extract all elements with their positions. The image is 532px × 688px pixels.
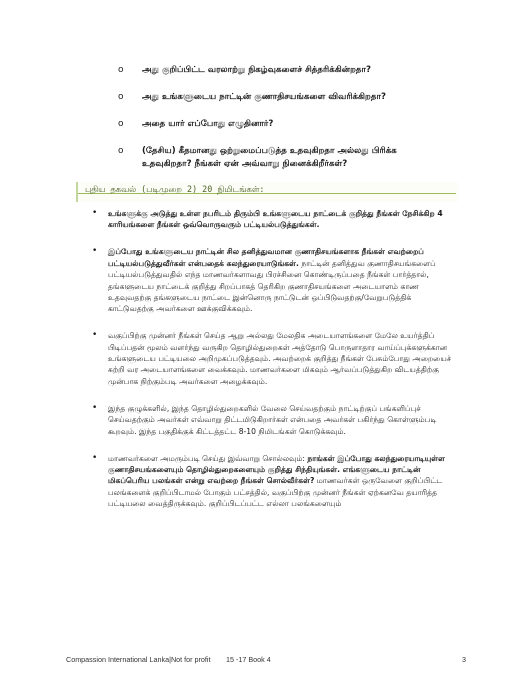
bullet-icon: • [92, 208, 98, 218]
bullet-icon: • [92, 330, 98, 341]
body-text: மாணவர்களை அமரும்படி செய்து இவ்வாறு சொல்லவும்: [108, 453, 308, 463]
question-text: (தேசிய) கீதமானது ஒற்றுமைப்படுத்த உதவுகிறதா அல்லது பிரிக்க உதவுகிறதா? நீங்கள் ஏன் அவ்வாறு நினைக்கிறீர்கள்? [142, 146, 397, 169]
question-list [118, 64, 448, 185]
body-text: இந்த குழுக்களில், இந்த தொழில்துறைகளில் வேலை செய்வதற்கும் நாட்டிற்குப் பங்களிப்புச் செய்வதற்கும் அவர்கள் எவ்வாறு திட்டமிடுகிறார்கள் என்பதை அவர்கள் பகிர்ந்து கொள்ளும்படி கூறவும். இந்த பகுதிக்குக் கிட்டத்தட்ட 8-10 நிமிடங்கள் கொடுக்கவும். [108, 403, 437, 436]
list-item [92, 403, 456, 437]
circle-bullet-icon: o [118, 92, 124, 102]
question-text: அது குறிப்பிட்ட வரலாற்று நிகழ்வுகளைச் சித்தரிக்கின்றதா? [142, 65, 371, 75]
question-item [118, 118, 448, 131]
bullet-icon: • [92, 452, 98, 463]
body-text: வகுப்பிற்கு முன்னர் நீங்கள் செய்த ஆறு அல்லது மேலதிக அடையாளங்களை மேலே உயர்த்திப் பிடிப்பதன் மூலம் வளர்ந்து வருகிற தொழில்துறைகள் அத்தோடு பொருளாதார வாய்ப்புக்களுக்கான உங்களுடைய பட்டியலை அறிமுகப்படுத்தவும். அவற்றைக் குறித்து நீங்கள் பேசும்போது அறையைச் சுற்றி வர அடையாளங்களை வைக்கவும். மாணவர்களை மிகவும் ஆர்வப்படுத்துகிற விடயத்திற்கு முன்பாக நிற்கும்படி அவர்களை அழைக்கவும். [108, 331, 452, 386]
question-item [118, 64, 448, 77]
footer-organization: Compassion International Lanka|Not for profit [66, 655, 211, 664]
question-text: அதை யார் எப்போது எழுதினார்? [142, 119, 274, 129]
list-item [92, 208, 456, 231]
circle-bullet-icon: o [118, 119, 124, 129]
page-number: 3 [462, 655, 466, 664]
question-text: அது உங்களுடைய நாட்டின் குணாதிசயங்களை விவரிக்கிறதா? [142, 92, 386, 102]
bullet-icon: • [92, 402, 98, 413]
section-title: புதிய தகவல் (படிமுறை 2) 20 நிமிடங்கள்: [85, 184, 265, 194]
question-item [118, 145, 448, 170]
circle-bullet-icon: o [118, 146, 124, 156]
question-item [118, 91, 448, 104]
footer-book: 15 -17 Book 4 [226, 655, 271, 664]
list-item [92, 453, 456, 510]
list-item [92, 330, 456, 387]
bold-text: நாங்கள் இப்போது கலந்துரையாடியுள்ள குணாதிசயங்களையும் தொழில்துறைகளையும் குறித்து சிந்தியுங்கள். எங்களுடைய நாட்டின் மிகப்பெரிய பலங்கள் என்று எவற்றை நீங்கள் சொல்வீர்கள்? [108, 453, 446, 486]
body-text: மாணவர்கள் ஒருவேளை குறிப்பிட்ட பலங்களைக் குறிப்பிடாமல் போகும் பட்சத்தில், வகுப்பிற்கு முன்னர் நீங்கள் ஏற்கனவே தயாரித்த பட்டியலை வைத்திருக்கவும். குறிப்பிடப்பட்ட எல்லா பலங்களையும் [108, 476, 443, 509]
circle-bullet-icon: o [118, 65, 124, 75]
bold-text: உங்களுக்கு அடுத்து உள்ள நபரிடம் திரும்பி உங்களுடைய நாட்டைக் குறித்து நீங்கள் நேசிக்கிற 4 காரியங்களை நீங்கள் ஒவ்வொருவரும் பட்டியல்படுத்துங்கள். [108, 209, 443, 230]
body-text: நாட்டின் தனித்துவ குணாதிசயங்களைப் பட்டியல்படுத்துவதில் எந்த மாணவர்களாவது பிரச்சினை கொண்டிருப்பதை நீங்கள் பார்த்தால், தங்களுடைய நாட்டைக் குறித்து சிறப்பாகத் தெரிகிற குணாதிசயங்களை அடையாளம் காண உதவுவதற்கு தங்களுடைய நாட்டை இன்னொரு நாட்டுடன் ஒப்பிடுவதற்கு/வேறுபடுத்திக் காட்டுவதற்கு அவர்களை ஊக்குவிக்கவும். [108, 258, 436, 314]
bold-text: இப்போது உங்களுடைய நாட்டின் சில தனித்துவமான குணாதிசயங்களாக நீங்கள் எவற்றைப் பட்டியல்படுத்துவீர்கள் என்பதைக் கலந்துரையாடுங்கள். [108, 247, 424, 268]
instruction-list [92, 208, 456, 525]
list-item [92, 246, 456, 314]
bullet-icon: • [92, 246, 98, 257]
